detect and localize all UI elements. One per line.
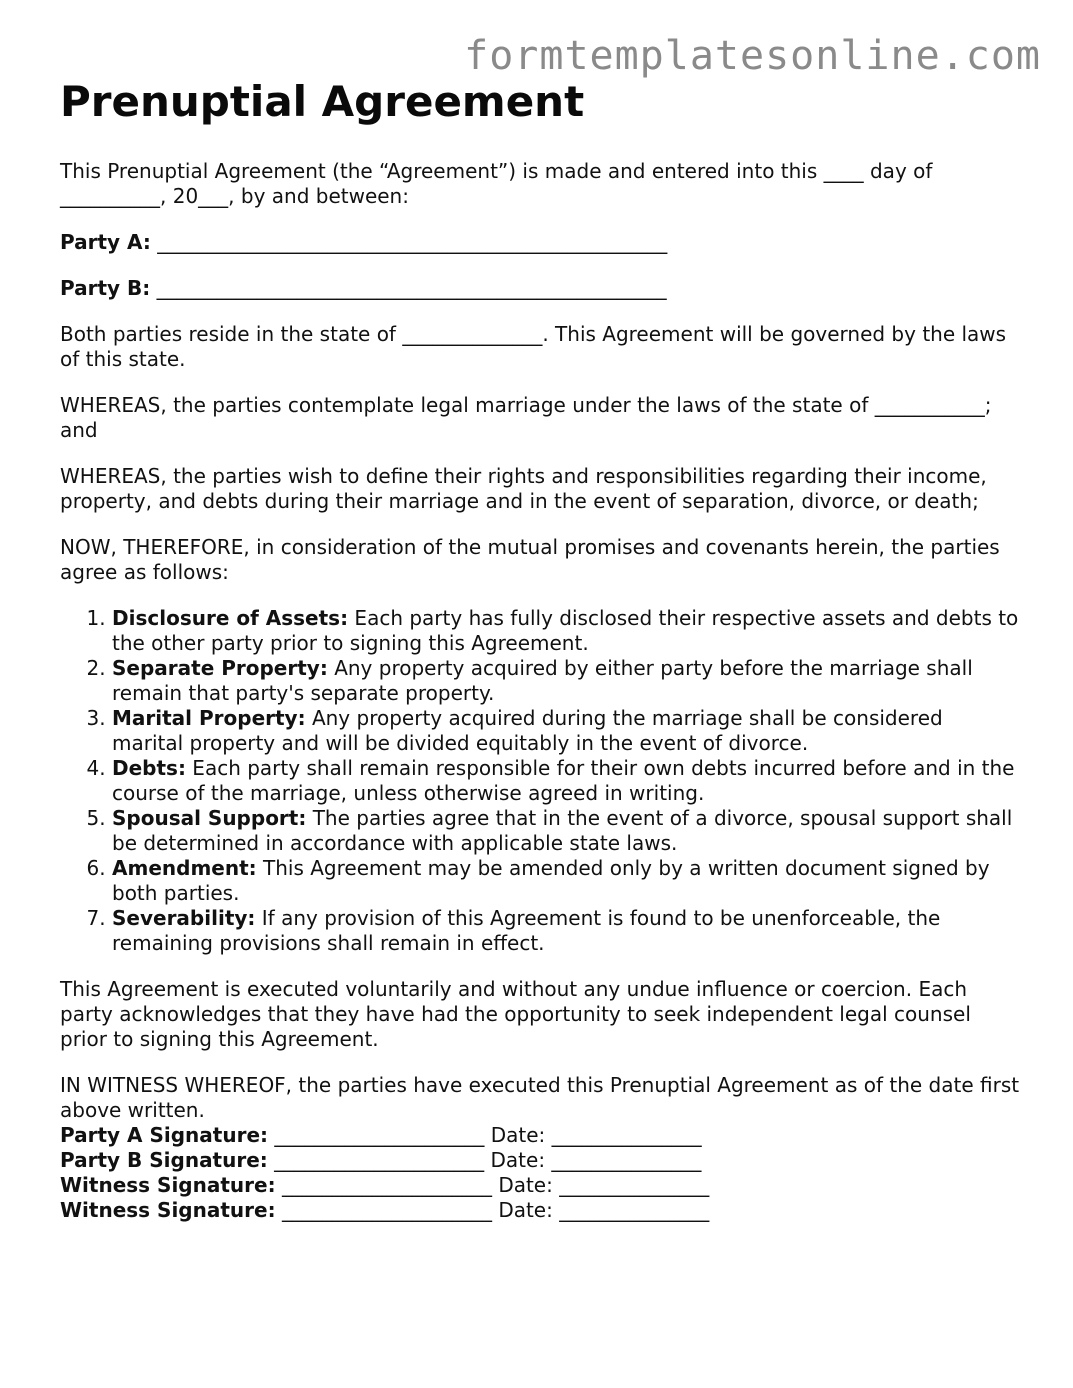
signature-blank: _____________________	[275, 1173, 499, 1197]
clause-item	[112, 606, 1020, 656]
party-a-blank: ___________________________________________________	[157, 230, 668, 254]
signature-blank: _____________________	[275, 1198, 499, 1222]
clause-item	[112, 856, 1020, 906]
clause-item	[112, 656, 1020, 706]
clause-text: The parties agree that in the event of a divorce, spousal support shall be determined in accordance with applicable state laws.	[112, 806, 1013, 855]
signature-line-witness-1	[60, 1173, 1020, 1198]
date-field: Date: _______________	[498, 1198, 710, 1222]
clause-heading: Separate Property:	[112, 656, 328, 680]
clause-text: Each party has fully disclosed their respective assets and debts to the other party prior to signing this Agreement.	[112, 606, 1019, 655]
clause-list	[60, 606, 1020, 956]
date-field: Date: _______________	[498, 1173, 710, 1197]
date-field: Date: _______________	[490, 1123, 702, 1147]
signature-label: Witness Signature:	[60, 1173, 276, 1197]
signature-line-witness-2	[60, 1198, 1020, 1223]
clause-heading: Amendment:	[112, 856, 257, 880]
signature-label: Party A Signature:	[60, 1123, 269, 1147]
clause-item	[112, 706, 1020, 756]
party-b-line	[60, 276, 1020, 301]
now-therefore-paragraph: NOW, THEREFORE, in consideration of the mutual promises and covenants herein, the parties agree as follows:	[60, 535, 1000, 584]
clause-heading: Debts:	[112, 756, 186, 780]
document-page	[60, 74, 1020, 1223]
clause-text: Each party shall remain responsible for their own debts incurred before and in the course of the marriage, unless otherwise agreed in writing.	[112, 756, 1015, 805]
clause-item	[112, 806, 1020, 856]
clause-text: Any property acquired by either party before the marriage shall remain that party's separate property.	[112, 656, 973, 705]
party-b-label: Party B:	[60, 276, 151, 300]
signature-label: Witness Signature:	[60, 1198, 276, 1222]
whereas-marriage-paragraph: WHEREAS, the parties contemplate legal marriage under the laws of the state of ___________; and	[60, 393, 992, 442]
clause-heading: Severability:	[112, 906, 256, 930]
signature-label: Party B Signature:	[60, 1148, 268, 1172]
whereas-rights-paragraph: WHEREAS, the parties wish to define their rights and responsibilities regarding their income, property, and debts during their marriage and in the event of separation, divorce, or death;	[60, 464, 987, 513]
clause-text: If any provision of this Agreement is found to be unenforceable, the remaining provisions shall remain in effect.	[112, 906, 941, 955]
residence-paragraph: Both parties reside in the state of ______________. This Agreement will be governed by the laws of this state.	[60, 322, 1007, 371]
party-b-blank: ___________________________________________________	[156, 276, 667, 300]
clause-item	[112, 906, 1020, 956]
clause-text: This Agreement may be amended only by a written document signed by both parties.	[112, 856, 990, 905]
signature-line-party-b	[60, 1148, 1020, 1173]
date-field: Date: _______________	[490, 1148, 702, 1172]
party-a-label: Party A:	[60, 230, 151, 254]
clause-heading: Marital Property:	[112, 706, 306, 730]
voluntary-paragraph: This Agreement is executed voluntarily and without any undue influence or coercion. Each party acknowledges that they have had the opportunity to seek independent legal counsel prior to signing this Agreement.	[60, 977, 971, 1051]
party-a-line	[60, 230, 1020, 255]
intro-paragraph: This Prenuptial Agreement (the “Agreement”) is made and entered into this ____ day of __________, 20___, by and between:	[60, 159, 933, 208]
clause-text: Any property acquired during the marriage shall be considered marital property and will be divided equitably in the event of divorce.	[112, 706, 943, 755]
clause-heading: Spousal Support:	[112, 806, 307, 830]
clause-item	[112, 756, 1020, 806]
signature-blank: _____________________	[268, 1123, 491, 1147]
document-title: Prenuptial Agreement	[60, 77, 585, 126]
witness-clause-paragraph: IN WITNESS WHEREOF, the parties have executed this Prenuptial Agreement as of the date first above written.	[60, 1073, 1020, 1122]
signature-blank: _____________________	[267, 1148, 491, 1172]
clause-heading: Disclosure of Assets:	[112, 606, 349, 630]
signature-line-party-a	[60, 1123, 1020, 1148]
watermark: formtemplatesonline.com	[464, 33, 1041, 79]
